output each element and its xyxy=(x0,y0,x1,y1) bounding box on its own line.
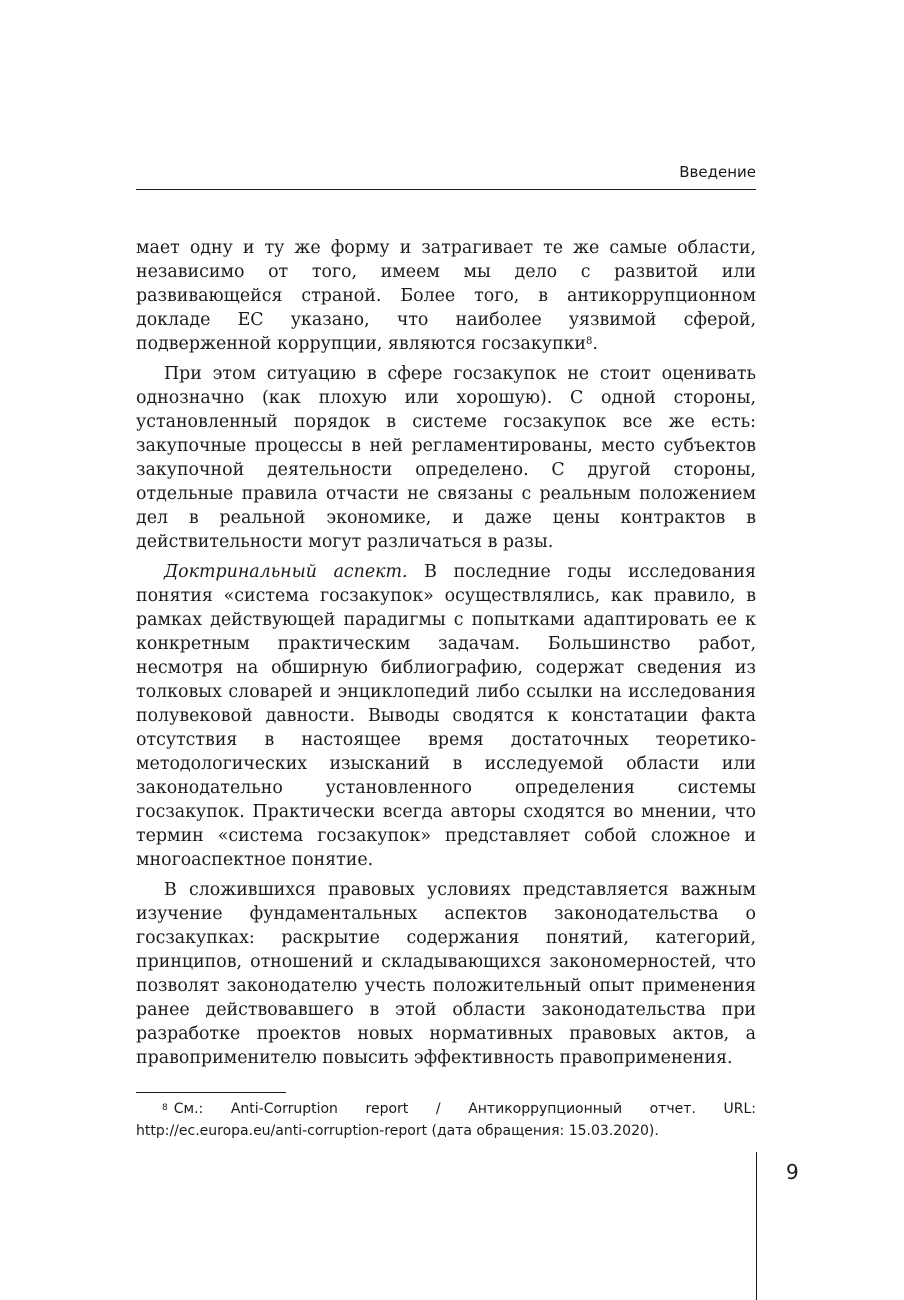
paragraph-2: При этом ситуацию в сфере госзакупок не стоит оценивать однозначно (как плохую или хорошую). С одной стороны, установленный порядок в системе госзакупок все же есть: закупочные процессы в ней регламентированы, место субъектов закупочной деятельности определено. С другой стороны, отдельные правила отчасти не связаны с реальным положением дел в реальной экономике, и даже цены контрактов в действительности могут различаться в разы. xyxy=(136,364,756,552)
paragraph-3 xyxy=(136,560,756,872)
paragraph-4: В сложившихся правовых условиях представляется важным изучение фундаментальных аспектов законодательства о госзакупках: раскрытие содержания понятий, категорий, принципов, отношений и складывающихся закономерностей, что позволят законодателю учесть положительный опыт применения ранее действовавшего в этой области законодательства при разработке проектов новых нормативных правовых актов, а правоприменителю повысить эффективность правоприменения. xyxy=(136,880,756,1068)
paragraph-3-heading: Доктринальный аспект. xyxy=(164,562,408,582)
body-text xyxy=(136,236,756,1070)
footnote-mark: 8 xyxy=(162,1103,168,1113)
page-number-rule xyxy=(756,1152,757,1300)
running-head: Введение xyxy=(679,163,756,181)
footnote-rule xyxy=(136,1092,286,1093)
paragraph-1 xyxy=(136,236,756,356)
header-rule xyxy=(136,189,756,190)
footnote xyxy=(136,1098,756,1142)
paragraph-1-text: мает одну и ту же форму и затрагивает те же самые области, независимо от того, имеем мы дело с развитой или развивающейся страной. Более того, в антикоррупционном докладе ЕС указано, что наиболее уязвимой сферой, подверженной коррупции, являются госзакупки xyxy=(136,238,756,354)
footnote-reference[interactable]: 8 xyxy=(586,336,593,347)
footnote-text: См.: Anti-Corruption report / Антикоррупционный отчет. URL: http://ec.europa.eu/anti-corruption-report (дата обращения: 15.03.2020). xyxy=(136,1101,756,1139)
paragraph-3-text: В последние годы исследования понятия «система госзакупок» осуществлялись, как правило, в рамках действующей парадигмы с попытками адаптировать ее к конкретным практическим задачам. Большинство работ, несмотря на обширную библиографию, содержат сведения из толковых словарей и энциклопедий либо ссылки на исследования полувековой давности. Выводы сводятся к констатации факта отсутствия в настоящее время достаточных теоретико-методологических изысканий в исследуемой области или законодательно установленного определения системы госзакупок. Практически всегда авторы сходятся во мнении, что термин «система госзакупок» представляет собой сложное и многоаспектное понятие. xyxy=(136,562,756,870)
paragraph-1-end: . xyxy=(592,334,598,354)
page-number: 9 xyxy=(786,1160,799,1184)
